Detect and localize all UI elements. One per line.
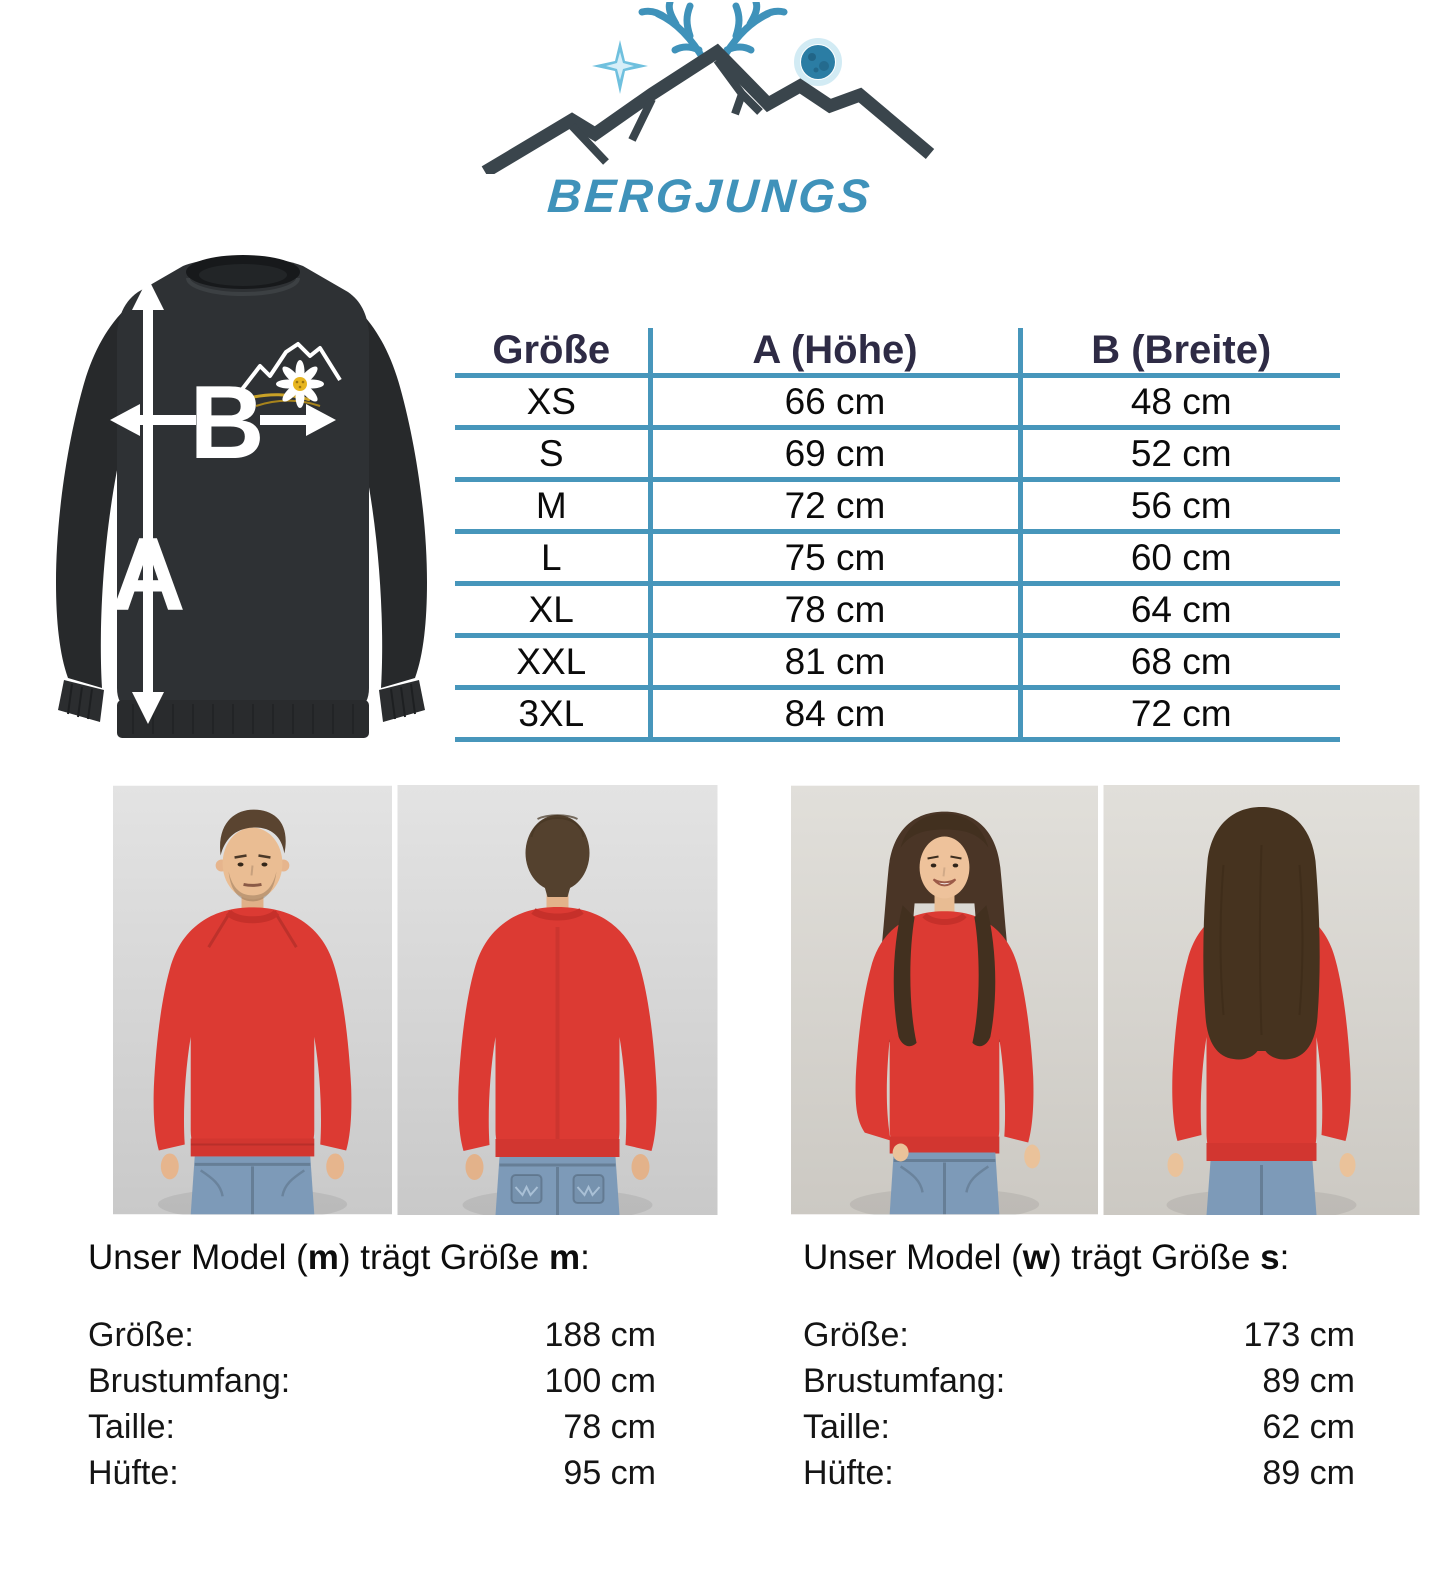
list-item xyxy=(88,1358,656,1404)
list-item xyxy=(803,1312,1355,1358)
list-item xyxy=(88,1312,656,1358)
model-size: m xyxy=(548,1238,581,1277)
photo-model-m-front xyxy=(113,785,392,1215)
cell-width: 56 cm xyxy=(1020,480,1340,532)
model-w-measurements xyxy=(803,1312,1355,1496)
list-item xyxy=(88,1450,656,1496)
size-table-header-width: B (Breite) xyxy=(1020,328,1340,376)
table-row xyxy=(455,428,1340,480)
brand-logo xyxy=(480,2,940,234)
measurement-label: Brustumfang: xyxy=(803,1362,1006,1400)
mountain-logo-graphic xyxy=(480,2,940,174)
measurement-label: Taille: xyxy=(803,1408,890,1446)
cell-width: 68 cm xyxy=(1020,636,1340,688)
photo-model-w-back xyxy=(1103,785,1420,1215)
measurement-label: Größe: xyxy=(88,1316,194,1354)
female-front-illustration xyxy=(791,785,1098,1215)
female-back-illustration xyxy=(1103,785,1420,1215)
male-front-illustration xyxy=(113,785,392,1215)
measurement-label: Hüfte: xyxy=(88,1454,179,1492)
measurement-value: 100 cm xyxy=(544,1362,656,1400)
cell-height: 78 cm xyxy=(650,584,1020,636)
cell-size: XS xyxy=(455,376,650,428)
size-table-header-height: A (Höhe) xyxy=(650,328,1020,376)
cell-height: 69 cm xyxy=(650,428,1020,480)
measurement-value: 188 cm xyxy=(544,1316,656,1354)
model-m-info xyxy=(88,1238,656,1496)
size-table-header-size: Größe xyxy=(492,328,611,372)
measurement-label: Brustumfang: xyxy=(88,1362,291,1400)
list-item xyxy=(803,1358,1355,1404)
photo-model-w-front xyxy=(791,785,1098,1215)
table-row xyxy=(455,532,1340,584)
cell-size: L xyxy=(455,532,650,584)
list-item xyxy=(803,1404,1355,1450)
measurement-value: 95 cm xyxy=(563,1454,656,1492)
heading-text: : xyxy=(1279,1238,1290,1277)
cell-width: 72 cm xyxy=(1020,688,1340,740)
cell-width: 48 cm xyxy=(1020,376,1340,428)
measurement-value: 173 cm xyxy=(1243,1316,1355,1354)
cell-height: 66 cm xyxy=(650,376,1020,428)
model-m-measurements xyxy=(88,1312,656,1496)
heading-text: Unser Model ( xyxy=(803,1238,1023,1277)
measurement-value: 78 cm xyxy=(563,1408,656,1446)
sweatshirt-body xyxy=(117,255,369,738)
height-arrow-label: A xyxy=(110,517,186,633)
cell-height: 84 cm xyxy=(650,688,1020,740)
table-row xyxy=(455,688,1340,740)
mountain-icon xyxy=(485,52,930,172)
cell-size: 3XL xyxy=(455,688,650,740)
sweatshirt-measurement-diagram xyxy=(28,252,455,750)
cell-height: 72 cm xyxy=(650,480,1020,532)
list-item xyxy=(88,1404,656,1450)
male-back-illustration xyxy=(397,785,718,1215)
cell-height: 81 cm xyxy=(650,636,1020,688)
model-size: s xyxy=(1260,1238,1280,1277)
edelweiss-flower xyxy=(276,360,324,408)
heading-text: : xyxy=(580,1238,590,1277)
size-table-header-row xyxy=(455,328,1340,376)
moon-icon xyxy=(797,41,839,83)
heading-text: ) trägt Größe xyxy=(1050,1238,1261,1277)
measurement-value: 62 cm xyxy=(1262,1408,1355,1446)
measurement-label: Größe: xyxy=(803,1316,909,1354)
table-row xyxy=(455,376,1340,428)
measurement-label: Hüfte: xyxy=(803,1454,894,1492)
cell-width: 52 cm xyxy=(1020,428,1340,480)
size-table xyxy=(455,328,1340,742)
table-row xyxy=(455,480,1340,532)
cell-height: 75 cm xyxy=(650,532,1020,584)
cell-width: 60 cm xyxy=(1020,532,1340,584)
model-gender: m xyxy=(307,1238,339,1277)
model-w-info xyxy=(803,1238,1355,1496)
model-m-heading xyxy=(88,1238,656,1278)
sweatshirt-illustration xyxy=(28,252,455,750)
measurement-label: Taille: xyxy=(88,1408,175,1446)
width-arrow-label: B xyxy=(189,365,265,481)
heading-text: ) trägt Größe xyxy=(338,1238,549,1277)
star-icon xyxy=(592,40,648,94)
model-w-heading xyxy=(803,1238,1355,1278)
cell-size: S xyxy=(455,428,650,480)
table-row xyxy=(455,584,1340,636)
model-gender: w xyxy=(1022,1238,1051,1277)
measurement-value: 89 cm xyxy=(1262,1362,1355,1400)
brand-name: BERGJUNGS xyxy=(545,169,875,222)
photo-model-m-back xyxy=(397,785,718,1215)
heading-text: Unser Model ( xyxy=(88,1238,308,1277)
measurement-value: 89 cm xyxy=(1262,1454,1355,1492)
table-row xyxy=(455,636,1340,688)
cell-width: 64 cm xyxy=(1020,584,1340,636)
cell-size: XL xyxy=(455,584,650,636)
list-item xyxy=(803,1450,1355,1496)
cell-size: M xyxy=(455,480,650,532)
cell-size: XXL xyxy=(455,636,650,688)
